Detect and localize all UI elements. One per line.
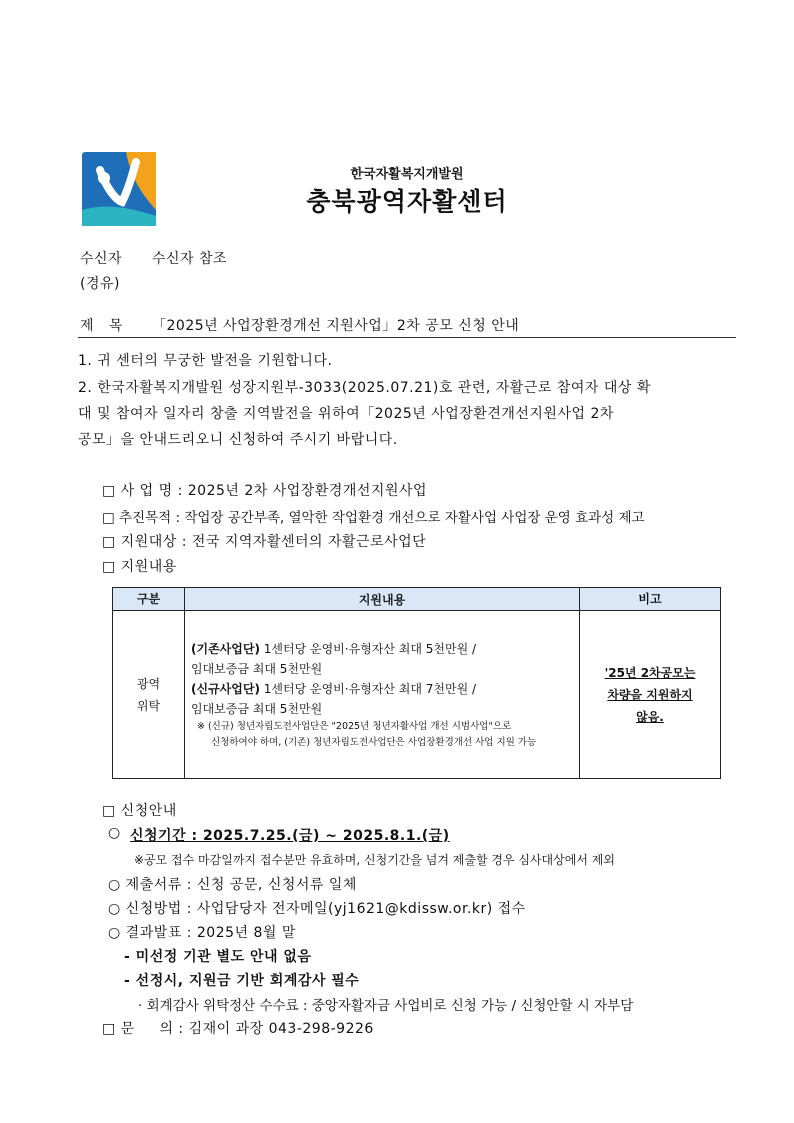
org-title: 충북광역자활센터: [306, 187, 508, 216]
item-target: □ 지원대상 : 전국 지역자활센터의 자활근로사업단: [102, 534, 427, 550]
result-note-1: - 미선정 기관 별도 안내 없음: [124, 949, 312, 965]
contact-info: □ 문 의 : 김재이 과장 043-298-9226: [102, 1021, 374, 1037]
application-result: ○ 결과발표 : 2025년 8월 말: [108, 925, 296, 941]
org-subtitle: 한국자활복지개발원: [350, 167, 464, 182]
application-docs: ○ 제출서류 : 신청 공문, 신청서류 일체: [108, 877, 357, 893]
support-table: [112, 587, 721, 779]
existing-label: (기존사업단): [191, 641, 260, 656]
note-line-2: 신청하여야 하며, (기존) 청년자립도전사업단은 사업장환경개선 사업 지원 가능: [211, 736, 537, 748]
body-line-1: 1. 귀 센터의 무궁한 발전을 기원합니다.: [78, 353, 333, 369]
new-label: (신규사업단): [191, 681, 260, 696]
recipient-label: 수신자: [80, 251, 123, 267]
body-line-4: 공모」을 안내드리오니 신청하여 주시기 바랍니다.: [78, 432, 398, 448]
new-text-2: 임대보증금 최대 5천만원: [191, 701, 323, 716]
new-text: 1센터당 운영비·유형자산 최대 7천만원 /: [259, 681, 477, 696]
period-note: ※공모 접수 마감일까지 접수분만 유효하며, 신청기간을 넘겨 제출할 경우 심사대상에서 제외: [134, 853, 615, 867]
remark-line-2: 차량을 지원하지: [607, 687, 693, 702]
period-bullet: ○: [108, 825, 121, 841]
recipient-value: 수신자 참조: [152, 251, 228, 267]
subject-label: 제 목: [80, 318, 123, 334]
application-title: □ 신청안내: [102, 803, 177, 819]
table-header-row: [113, 588, 721, 611]
body-line-3: 대 및 참여자 일자리 창출 지역발전을 위하여「2025년 사업장환견개선지원사업 2차: [78, 406, 614, 422]
category-line-1: 광역: [136, 676, 161, 691]
audit-note: · 회계감사 위탁정산 수수료 : 중앙자활자금 사업비로 신청 가능 / 신청안할 시 자부담: [138, 998, 634, 1014]
header-remark: 비고: [580, 588, 721, 611]
application-period: 신청기간 : 2025.7.25.(금) ~ 2025.8.1.(금): [130, 828, 450, 844]
existing-text: 1센터당 운영비·유형자산 최대 5천만원 /: [259, 641, 477, 656]
recipient-via: (경유): [80, 276, 120, 292]
result-note-2: - 선정시, 지원금 기반 회계감사 필수: [124, 973, 360, 989]
note-line-1: ※ (신규) 청년자립도전사업단은 "2025년 청년자활사업 개선 시범사업"으로: [197, 720, 512, 732]
header-content: 지원내용: [185, 588, 580, 611]
cell-category: [113, 611, 185, 779]
existing-text-2: 임대보증금 최대 5천만원: [191, 661, 323, 676]
cell-remark: [580, 611, 721, 779]
category-line-2: 위탁: [136, 698, 161, 713]
remark-line-1: '25년 2차공모는: [604, 665, 696, 680]
cell-content: [185, 611, 580, 779]
header-category: 구분: [113, 588, 185, 611]
item-content: □ 지원내용: [102, 559, 177, 575]
remark-line-3: 않음.: [636, 709, 664, 724]
application-method: ○ 신청방법 : 사업담당자 전자메일(yj1621@kdissw.or.kr) 접수: [108, 901, 526, 917]
subject-value: 「2025년 사업장환경개선 지원사업」2차 공모 신청 안내: [152, 318, 520, 334]
table-row: [113, 611, 721, 779]
body-line-2: 2. 한국자활복지개발원 성장지원부-3033(2025.07.21)호 관련, 자활근로 참여자 대상 확: [78, 380, 651, 396]
subject-divider: [78, 337, 736, 338]
item-purpose: □ 추진목적 : 작업장 공간부족, 열악한 작업환경 개선으로 자활사업 사업장 운영 효과성 제고: [102, 510, 645, 526]
item-project-name: □ 사 업 명 : 2025년 2차 사업장환경개선지원사업: [102, 483, 428, 499]
